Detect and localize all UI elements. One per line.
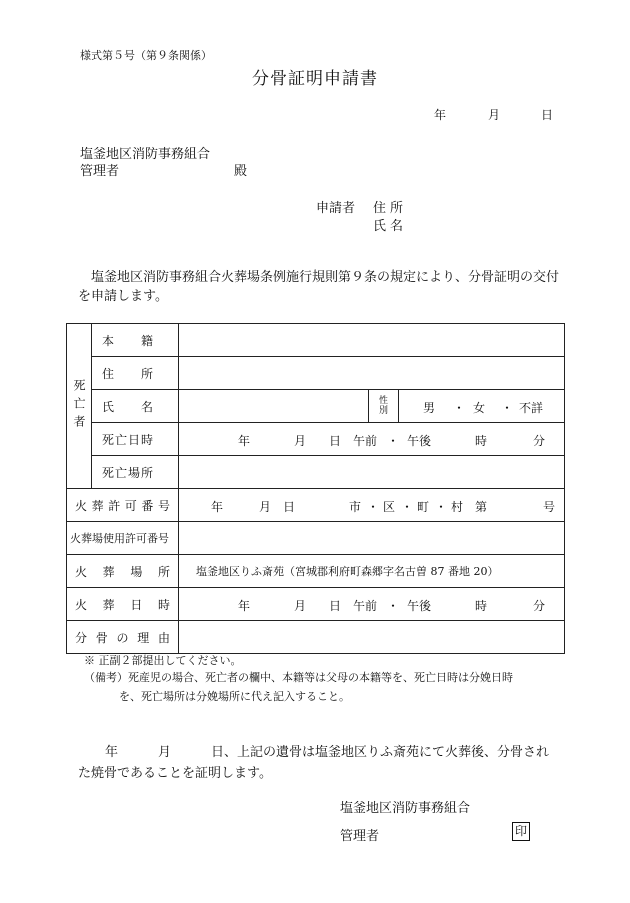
honseki-label: 本 籍 [92,324,179,357]
cert-month: 月 [158,745,172,760]
cremation-place-label: 火 葬 場 所 [67,555,179,588]
permit-sep: ・ [401,500,414,514]
dt-month: 月 [294,599,307,613]
permit-town: 町 [417,500,430,514]
permit-year: 年 [211,500,224,514]
death-place-field[interactable] [179,456,565,489]
reason-field[interactable] [179,621,565,654]
permit-dai: 第 [475,500,488,514]
cremation-permit-field[interactable] [179,489,565,522]
dt-day: 日 [329,434,342,448]
facility-permit-label: 火葬場使用許可番号 [67,522,179,555]
dt-sep: ・ [387,599,400,613]
sex-field[interactable] [399,390,565,423]
table-row [67,621,565,654]
address-field[interactable] [179,357,565,390]
certifier-org: 塩釜地区消防事務組合 [340,801,471,816]
dt-am[interactable]: 午前 [353,434,378,448]
honseki-field[interactable] [179,324,565,357]
permit-city: 市 [349,500,362,514]
cert-text-line2: た焼骨であることを証明します。 [78,766,272,781]
deceased-info-table [66,323,565,654]
table-row [67,357,565,390]
dt-minute: 分 [533,599,546,613]
dt-pm[interactable]: 午後 [407,599,432,613]
date-month-label: 月 [488,108,501,122]
dt-hour: 時 [475,599,488,613]
table-row [67,390,565,423]
permit-month: 月 [259,500,272,514]
cremation-datetime-label: 火 葬 日 時 [67,588,179,621]
note-remarks: （備考）死産児の場合、死亡者の欄中、本籍等は父母の本籍等を、死亡日時は分娩日時 [84,671,513,684]
form-number-label: 様式第５号（第９条関係） [80,49,212,62]
table-row [67,324,565,357]
table-row [67,423,565,456]
addressee-org: 塩釜地区消防事務組合 [80,147,211,162]
permit-sep: ・ [367,500,380,514]
table-row [67,456,565,489]
dt-year: 年 [238,599,251,613]
dt-month: 月 [294,434,307,448]
date-year-label: 年 [434,108,447,122]
date-day-label: 日 [541,108,554,122]
sex-male[interactable]: 男 [423,401,436,415]
sex-label: 性別 [369,390,399,423]
permit-day: 日 [283,500,296,514]
applicant-name-label: 氏名 [373,219,408,234]
addressee-title: 管理者 [80,164,120,179]
sex-female[interactable]: 女 [473,401,486,415]
permit-ward: 区 [383,500,396,514]
dt-hour: 時 [475,434,488,448]
table-row [67,522,565,555]
table-row [67,588,565,621]
table-row [67,489,565,522]
document-title: 分骨証明申請書 [252,69,378,89]
cremation-datetime-field[interactable] [179,588,565,621]
permit-sep: ・ [435,500,448,514]
reason-label: 分 骨 の 理 由 [67,621,179,654]
permit-go: 号 [543,500,556,514]
death-place-label: 死亡場所 [92,456,179,489]
cert-year: 年 [105,745,119,760]
note-remarks-cont: を、死亡場所は分娩場所に代え記入すること。 [119,690,350,703]
dt-sep: ・ [387,434,400,448]
address-label: 住 所 [92,357,179,390]
facility-permit-field[interactable] [179,522,565,555]
deceased-group-label: 死亡者 [67,324,92,489]
applicant-address-label: 住所 [373,201,408,216]
permit-village: 村 [451,500,464,514]
death-datetime-label: 死亡日時 [92,423,179,456]
certifier-manager: 管理者 [340,829,380,844]
cremation-permit-label: 火 葬 許 可 番 号 [67,489,179,522]
addressee-honorific: 殿 [234,164,248,179]
dt-minute: 分 [533,434,546,448]
applicant-label: 申請者 [316,201,356,216]
dt-day: 日 [329,599,342,613]
dt-am[interactable]: 午前 [353,599,378,613]
sex-unknown[interactable]: 不詳 [519,401,544,415]
death-datetime-field[interactable] [179,423,565,456]
name-field[interactable] [179,390,369,423]
table-row [67,555,565,588]
cremation-place-value: 塩釜地区りふ斎苑（宮城郡利府町森郷字名古曽 87 番地 20） [179,555,565,588]
sex-sep: ・ [453,401,466,415]
dt-pm[interactable]: 午後 [407,434,432,448]
note-copies: ※ 正副２部提出してください。 [84,654,242,667]
sex-sep: ・ [501,401,514,415]
dt-year: 年 [238,434,251,448]
intro-paragraph: 塩釜地区消防事務組合火葬場条例施行規則第９条の規定により、分骨証明の交付を申請します。 [78,270,560,304]
seal-box: 印 [512,822,530,841]
cert-text: 日、上記の遺骨は塩釜地区りふ斎苑にて火葬後、分骨され [211,745,550,760]
name-label: 氏 名 [92,390,179,423]
